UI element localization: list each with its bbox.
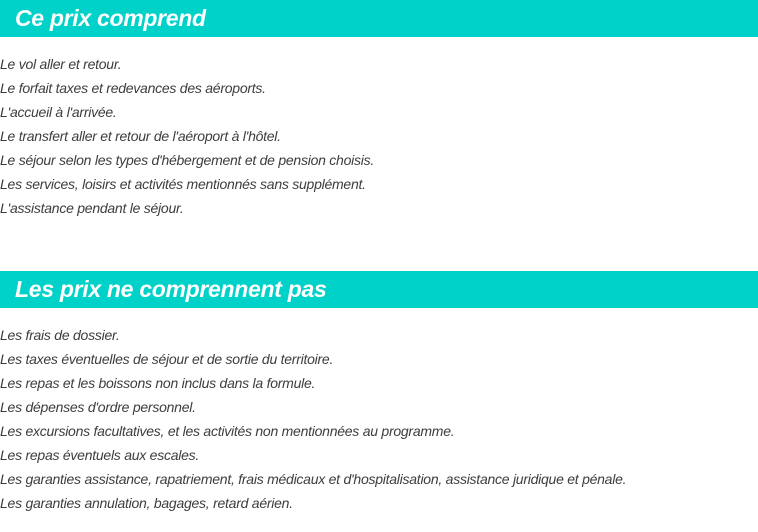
list-item: Les excursions facultatives, et les activités non mentionnées au programme. <box>0 423 455 439</box>
list-item: Les frais de dossier. <box>0 327 120 343</box>
list-item: Le forfait taxes et redevances des aéroports. <box>0 80 266 96</box>
list-item: Le vol aller et retour. <box>0 56 122 72</box>
list-item: L'accueil à l'arrivée. <box>0 104 117 120</box>
list-item: Les garanties annulation, bagages, retard aérien. <box>0 495 293 511</box>
list-item: Les garanties assistance, rapatriement, frais médicaux et d'hospitalisation, assistance juridique et pénale. <box>0 471 627 487</box>
list-item: Le séjour selon les types d'hébergement et de pension choisis. <box>0 152 374 168</box>
list-item: Les repas éventuels aux escales. <box>0 447 200 463</box>
list-item: Les taxes éventuelles de séjour et de sortie du territoire. <box>0 351 334 367</box>
section-header-included: Ce prix comprend <box>0 0 758 37</box>
list-item: L'assistance pendant le séjour. <box>0 200 184 216</box>
section-header-not-included: Les prix ne comprennent pas <box>0 271 758 308</box>
list-item: Les repas et les boissons non inclus dans la formule. <box>0 375 316 391</box>
included-list <box>0 52 374 220</box>
list-item: Le transfert aller et retour de l'aéroport à l'hôtel. <box>0 128 281 144</box>
not-included-list <box>0 323 626 515</box>
list-item: Les dépenses d'ordre personnel. <box>0 399 196 415</box>
list-item: Les services, loisirs et activités mentionnés sans supplément. <box>0 176 366 192</box>
